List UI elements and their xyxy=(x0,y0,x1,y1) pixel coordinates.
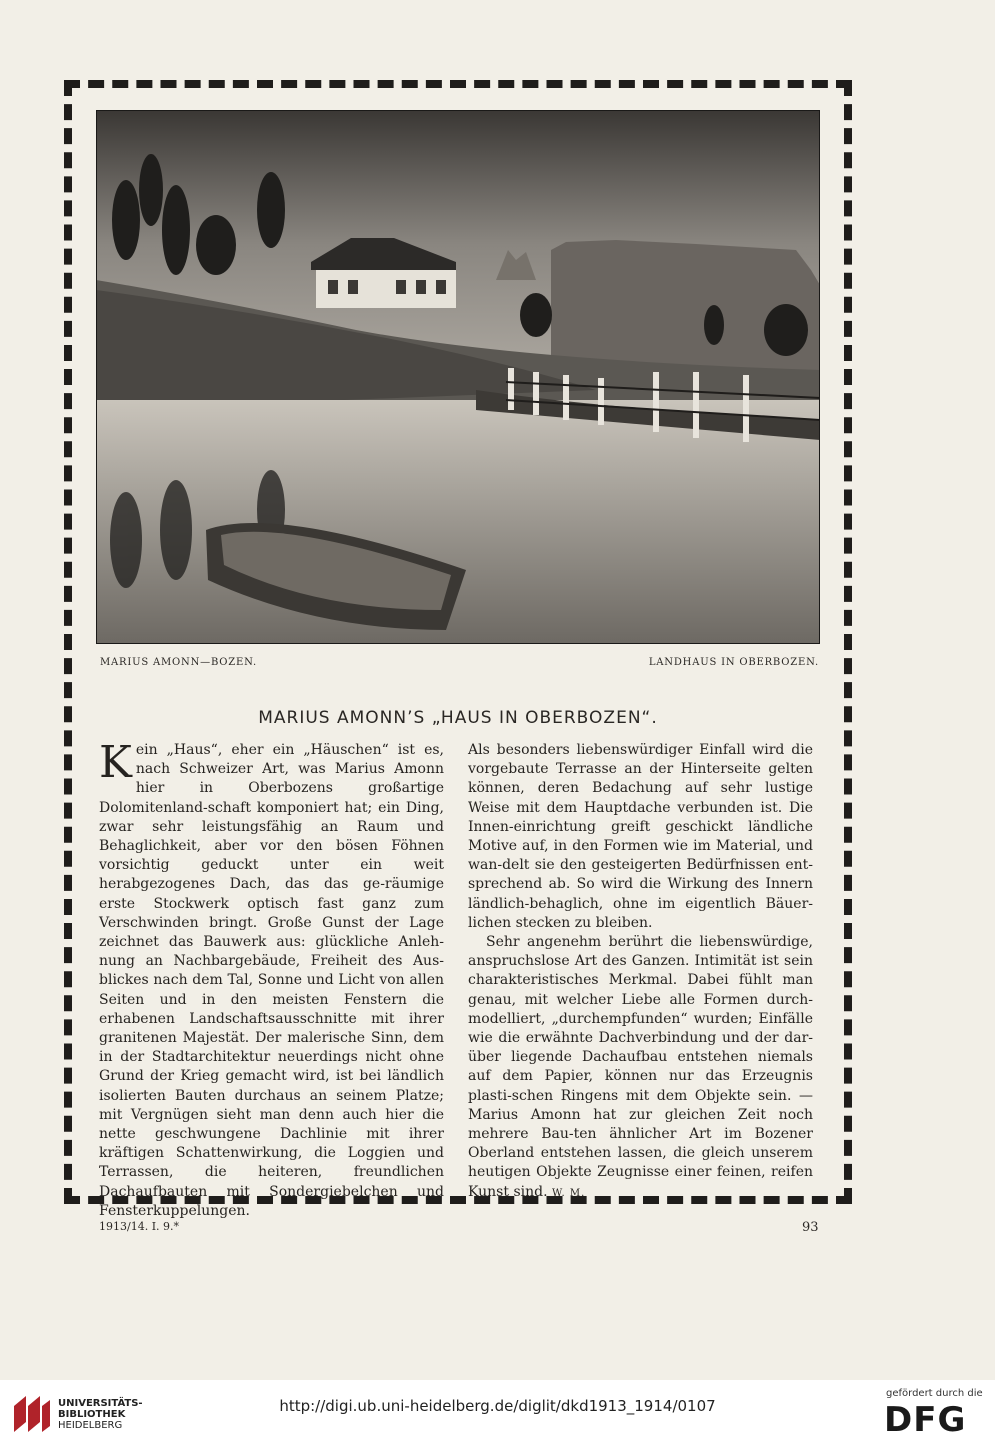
library-line-3: HEIDELBERG xyxy=(58,1420,123,1431)
article-column-left xyxy=(99,737,444,1219)
dropcap: K xyxy=(99,737,132,788)
photo-caption-right: LANDHAUS IN OBERBOZEN. xyxy=(648,657,819,668)
issue-reference: 1913/14. I. 9.* xyxy=(99,1220,180,1233)
permalink-url[interactable]: http://digi.ub.uni-heidelberg.de/diglit/dkd1913_1914/0107 xyxy=(279,1397,716,1415)
paragraph: ein „Haus“, eher ein „Häuschen“ ist es, nach Schweizer Art, was Marius Amonn hier in Oberbozens großartige Dolomitenland-schaft komponiert hat; ein Ding, zwar sehr leistungsfähig an Raum und Behaglichkeit, aber vor den bösen Föhnen vorsichtig geduckt unter ein weit herabgezogenes Dach, das das ge-räumige erste Stockwerk optisch fast ganz zum Verschwinden bringt. Große Gunst der Lage zeichnet das Bauwerk aus: glückliche Anleh-nung an Nachbargebäude, Freiheit des Aus-blickes nach dem Tal, Sonne und Licht von allen Seiten und in den meisten Fenstern die erhabenen Landschaftsausschnitte mit ihrer granitenen Majestät. Der malerische Sinn, dem in der Stadtarchitektur neuerdings nicht ohne Grund der Krieg gemacht wird, ist bei ländlich isolierten Bauten durchaus an seinem Platze; mit Vergnügen sieht man denn auch hier die nette geschwungene Dachlinie mit ihrer kräftigen Schattenwirkung, die Loggien und Terrassen, die heiteren, freundlichen Dachaufbauten mit Sondergiebelchen und Fensterkuppelungen. xyxy=(99,742,444,1219)
photo-illustration xyxy=(96,110,820,644)
paragraph: Als besonders liebenswürdiger Einfall wird die vorgebaute Terrasse an der Hinterseite gelten können, deren Bedachung auf sehr lustige Weise mit dem Hauptdache verbunden ist. Die Innen-einrichtung greift geschickt ländliche Motive auf, in den Formen wie im Material, und wan-delt sie den gesteigerten Bedürfnissen ent-sprechend ab. So wird die Wirkung des Innern ländlich-behaglich, ohne im eigentlich Bäuer-lichen stecken zu bleiben. xyxy=(468,742,813,931)
library-line-2: BIBLIOTHEK xyxy=(58,1409,126,1420)
article-title: MARIUS AMONN’S „HAUS IN OBERBOZEN“. xyxy=(258,708,658,728)
dfg-logo: DFG xyxy=(884,1400,967,1440)
library-line-1: UNIVERSITÄTS- xyxy=(58,1398,143,1409)
paragraph: Sehr angenehm berührt die liebenswürdige, anspruchslose Art des Ganzen. Intimität ist sein charakteristisches Merkmal. Dabei fühlt man genau, mit welcher Liebe alle Formen durch-modelliert, „durchempfunden“ wurden; Einfälle wie die erwähnte Dachverbindung und der dar-über liegende Dachaufbau entstehen niemals auf dem Papier, können nur das Erzeugnis plasti-schen Ringens mit dem Objekte sein. — Marius Amonn hat zur gleichen Zeit noch mehrere Bau-ten ähnlicher Art im Bozener Oberland entstehen lassen, die gleich unserem heutigen Objekte Zeugnisse einer feinen, reifen Kunst sind. xyxy=(468,934,813,1200)
article-column-right xyxy=(468,741,813,1200)
photo-caption-left: MARIUS AMONN—BOZEN. xyxy=(100,657,258,668)
signature: W. M. xyxy=(552,1187,586,1199)
viewer-bar xyxy=(0,1380,995,1452)
funding-label: gefördert durch die xyxy=(886,1388,983,1399)
landscape-photo xyxy=(96,110,820,644)
page-number: 93 xyxy=(802,1220,819,1235)
